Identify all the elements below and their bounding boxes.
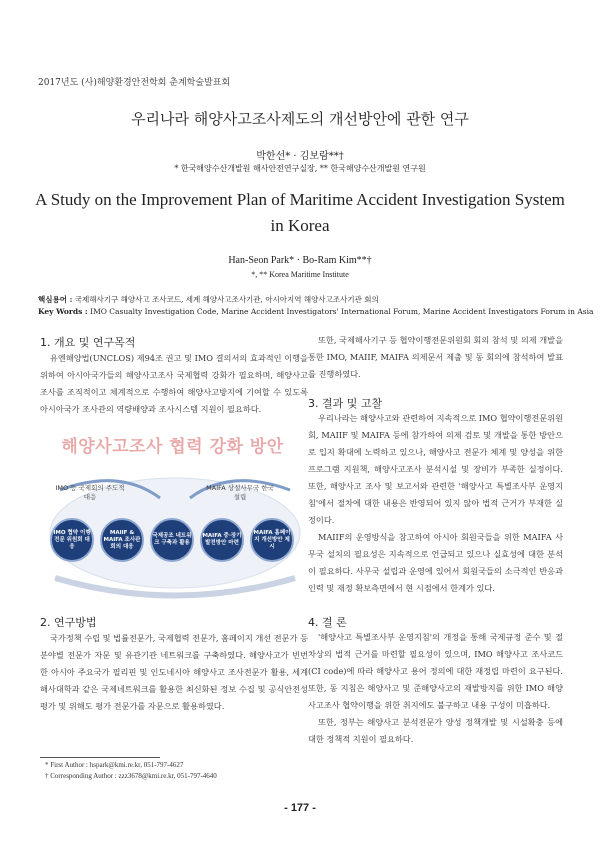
- keywords-en: [38, 307, 594, 316]
- authors-en: Han-Seon Park* · Bo-Ram Kim**†: [228, 255, 372, 266]
- section-3-paragraph-2: MAIIF의 운영방식을 참고하여 아시아 회원국들을 위한 MAIFA 사무국 설치의 필요성은 지속적으로 언급되고 있으나 실효성에 대한 분석이 필요하다. 사무국 설립과 운영에 있어서 회원국들의 소극적인 반응과 인력 및 재정 확보측면에서 현 시점에서 한계가 있다.: [308, 532, 563, 593]
- paper-title-en: A Study on the Improvement Plan of Maritime Accident Investigation System in Korea: [35, 190, 565, 235]
- section-4-paragraph-1: '해양사고 특별조사부 운영지침'의 개정을 통해 국제규정 준수 및 절차상의 법적 근거를 마련할 필요성이 있으며, IMO 해양사고 조사코드(CI code)에 따라 해양사고 용어 정의에 대한 재정립 마련이 요구된다. 또한, 동 지침은 해양사고 및 준해양사고의 재발방지를 위한 IMO 해양사고조사 협약이행을 위한 취지에도 불구하고 내용 구성이 미흡하다.: [308, 632, 563, 710]
- section-2-body: [40, 630, 308, 715]
- section-1-paragraph: 유엔해양법(UNCLOS) 제94조 권고 및 IMO 결의서의 효과적인 이행을 위하여 아시아국가들의 해양사고조사 국제협력 강화가 필요하며, 해양사고조사를 조직적이고 체계적으로 수행하여 해양사고방지에 기여할 수 있도록 아시아국가 조사관의 역량배양과 조사시스템 지원이 필요하다.: [40, 353, 308, 414]
- right-intro: [308, 332, 563, 383]
- figure-title: 해양사고조사 협력 강화 방안: [61, 437, 284, 457]
- section-3-title: 3. 결과 및 고찰: [308, 397, 383, 410]
- figure-circle-4: MAIFA 중·장기 발전방안 마련: [200, 518, 244, 562]
- section-4-body: [308, 629, 563, 748]
- right-intro-paragraph: 또한, 국제해사기구 등 협약이행전문위원회 회의 참석 및 의제 개발을 통한 IMO, MAIIF, MAIFA 의제문서 제출 및 동 회의에 참석하여 발표를 진행하였다.: [308, 335, 563, 379]
- section-4-paragraph-2: 또한, 정부는 해양사고 분석전문가 양성 정책개발 및 시설확충 등에 대한 정책적 지원이 필요하다.: [308, 717, 563, 744]
- footnote-rule: [40, 757, 160, 758]
- section-2-title: 2. 연구방법: [40, 616, 97, 629]
- page-number: - 177 -: [284, 802, 316, 814]
- figure-right-note: MAIFA 상설사무국 한국 설립: [206, 484, 274, 501]
- paper-title-ko: 우리나라 해양사고조사제도의 개선방안에 관한 연구: [131, 110, 469, 128]
- figure-circle-5: MAIFA 홈페이지 개선방안 제시: [250, 518, 294, 562]
- conference-header: 2017년도 (사)해양환경안전학회 춘계학술발표회: [38, 78, 231, 88]
- section-2-paragraph: 국가정책 수립 및 법률전문가, 국제협력 전문가, 홈페이지 개선 전문가 등 분야별 전문가 자문 및 유관기관 네트워크를 구축하였다. 해양사고가 빈번한 아시아 주요국가 필리핀 및 인도네시아 해양사고 조사전문가 활용, 세계해사대학과 같은 국제네트워크를 활용한 최신화된 정보 수집 및 공식안전성평가 및 위해도 평가 전문가를 자문으로 활용하였다.: [40, 633, 308, 711]
- affiliation-en: *, ** Korea Maritime Institute: [251, 270, 349, 279]
- affiliation-ko: * 한국해양수산개발원 해사안전연구실장, ** 한국해양수산개발원 연구원: [174, 164, 426, 173]
- figure-left-note: IMO 등 국제회의 주도적 대응: [55, 484, 125, 501]
- footnote-corresponding-author: † Corresponding Author : zzz3678@kmi.re.kr, 051-797-4640: [45, 772, 217, 780]
- keywords-ko-label: 핵심용어 :: [38, 295, 73, 304]
- keywords-en-text: IMO Casualty Investigation Code, Marine Accident Investigators' International Forum, Marine Accident Investigators Forum in Asia: [90, 307, 594, 316]
- section-1-body: [40, 350, 308, 418]
- footnote-first-author: * First Author : hspark@kmi.re.kr, 051-797-4627: [45, 761, 184, 769]
- keywords-en-label: Key Words :: [38, 307, 88, 316]
- section-3-paragraph-1: 우리나라는 해양사고와 관련하여 지속적으로 IMO 협약이행전문위원회, MAIIF 및 MAIFA 등에 참가하여 의제 검토 및 개발을 통한 방안으로 입지 확대에 노력하고 있으나, 해양사고 전문가 체계 및 양성을 위한 프로그램 지원책, 해양사고조사 분석시설 및 장비가 부족한 실정이다. 또한, 해양사고 조사 및 보고서와 관련한 '해양사고 특별조사부 운영지침'에서 절차에 대한 내용은 반영되어 있지 않아 법적 근거가 부재한 실정이다.: [308, 413, 563, 525]
- figure-circle-3: 국제공조 네트워크 구축과 활용: [150, 518, 194, 562]
- section-3-body: [308, 410, 563, 597]
- keywords-ko-text: 국제해사기구 해양사고 조사코드, 세계 해양사고조사기관, 아시아지역 해양사고조사기관 회의: [74, 295, 379, 304]
- section-1-title: 1. 개요 및 연구목적: [40, 336, 136, 349]
- figure-circle-2: MAIIF & MAIFA 조사관회의 대응: [100, 518, 144, 562]
- keywords-ko: [38, 294, 379, 305]
- authors-ko: 박한선* · 김보람**†: [256, 151, 344, 162]
- section-4-title: 4. 결 론: [308, 616, 347, 629]
- figure-circle-1: IMO 협약 이행전문 위원회 대응: [50, 518, 94, 562]
